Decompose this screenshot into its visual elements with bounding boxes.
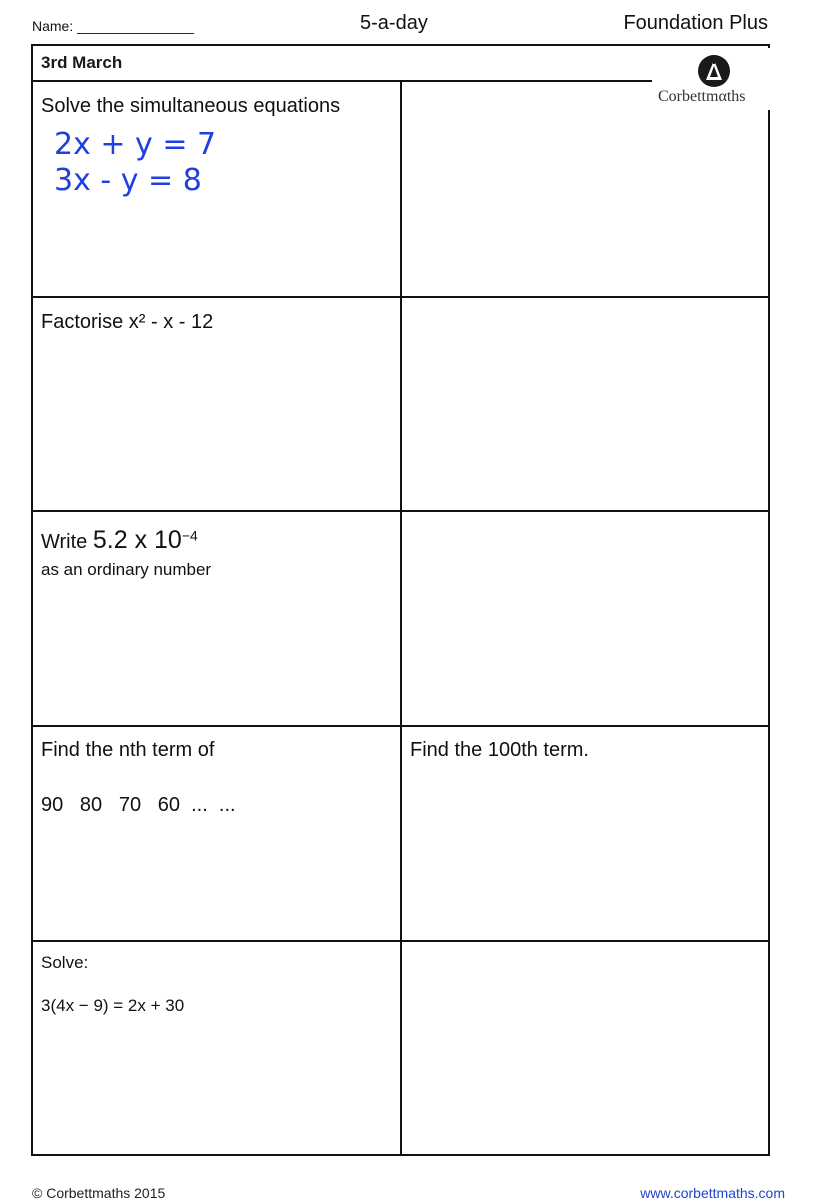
worksheet-level: Foundation Plus xyxy=(623,12,768,34)
equation-1: 2x + y = 7 xyxy=(54,127,217,162)
question-4b-prompt: Find the 100th term. xyxy=(410,739,589,761)
corbettmaths-logo-icon xyxy=(696,54,732,88)
row-divider xyxy=(31,296,770,298)
row-divider xyxy=(31,510,770,512)
question-4-prompt: Find the nth term of xyxy=(41,739,215,761)
question-3-subtext: as an ordinary number xyxy=(41,560,212,579)
question-3-exponent: −4 xyxy=(181,527,198,544)
question-5-equation: 3(4x − 9) = 2x + 30 xyxy=(41,996,185,1015)
row-divider xyxy=(31,940,770,942)
question-1-prompt: Solve the simultaneous equations xyxy=(41,95,341,117)
corbettmaths-logo-text: Corbettmαths xyxy=(658,88,746,105)
question-4-sequence: 90 80 70 60 ... ... xyxy=(41,794,236,816)
copyright-text: © Corbettmaths 2015 xyxy=(32,1185,166,1201)
equation-2: 3x - y = 8 xyxy=(54,163,202,198)
row-divider xyxy=(31,725,770,727)
question-5-prompt: Solve: xyxy=(41,953,89,972)
question-3-prompt xyxy=(41,526,198,555)
question-3-base: 5.2 x 10 xyxy=(92,526,182,554)
question-3-word: Write xyxy=(41,531,88,553)
column-divider xyxy=(400,82,402,1154)
name-field-label: Name: _______________ xyxy=(32,18,194,34)
corbettmaths-logo xyxy=(652,48,770,110)
website-link[interactable]: www.corbettmaths.com xyxy=(640,1185,785,1201)
worksheet-title: 5-a-day xyxy=(360,12,428,34)
question-2-prompt: Factorise x² - x - 12 xyxy=(41,311,214,333)
question-1-equations xyxy=(54,127,216,199)
worksheet-date: 3rd March xyxy=(41,53,123,72)
